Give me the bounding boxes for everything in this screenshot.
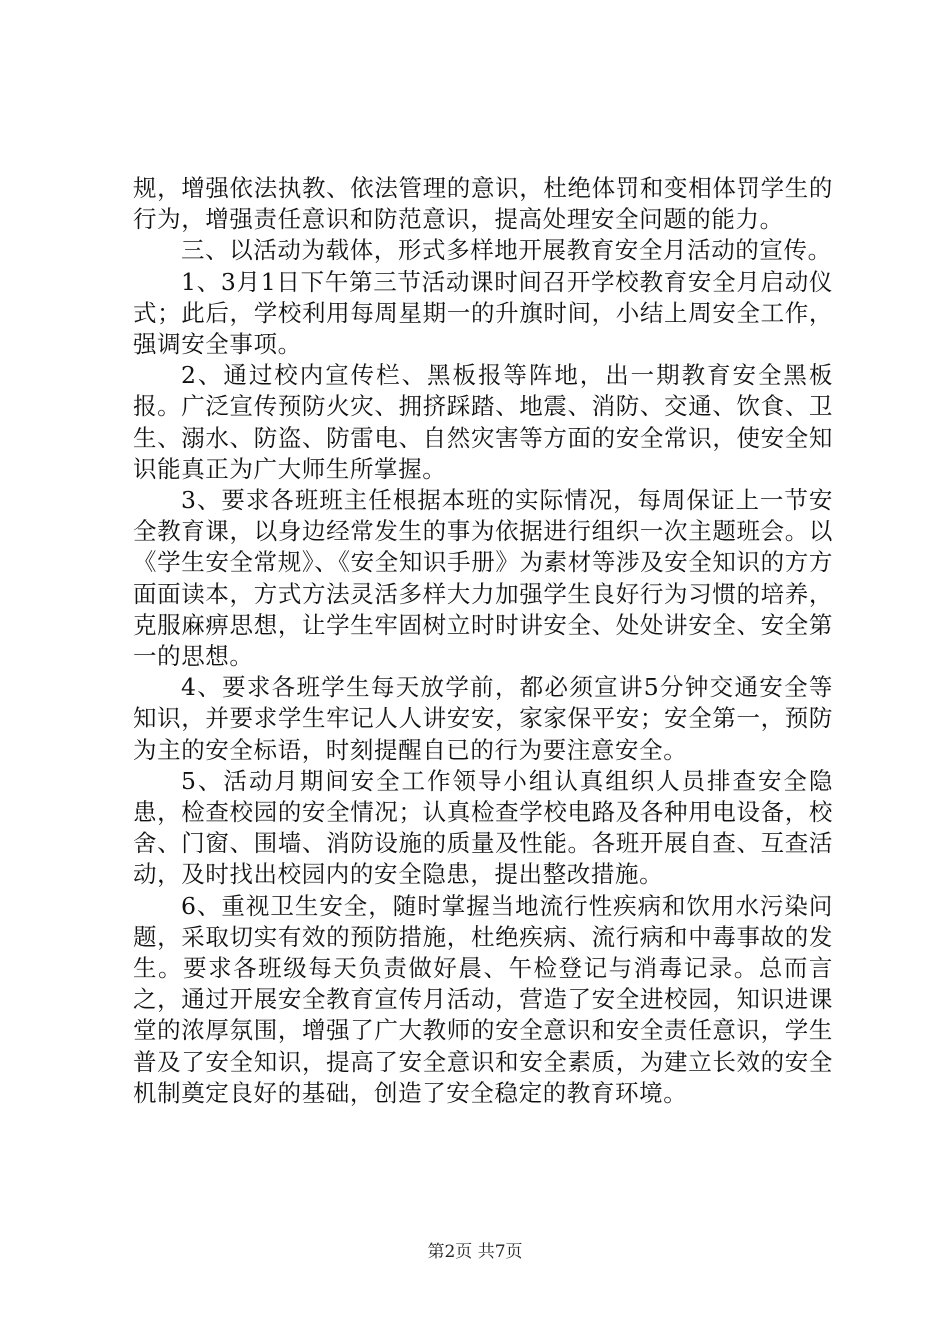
page-number-footer: 第2页 共7页 [427, 1242, 523, 1262]
document-body [133, 173, 833, 1109]
paragraph-item-5: 5、活动月期间安全工作领导小组认真组织人员排查安全隐患，检查校园的安全情况；认真检查学校电路及各种用电设备，校舍、门窗、围墙、消防设施的质量及性能。各班开展自查、互查活动，及时找出校园内的安全隐患，提出整改措施。 [133, 766, 833, 889]
paragraph-item-1: 1、3月1日下午第三节活动课时间召开学校教育安全月启动仪式；此后，学校利用每周星期一的升旗时间，小结上周安全工作，强调安全事项。 [133, 267, 833, 359]
paragraph-item-4: 4、要求各班学生每天放学前，都必须宣讲5分钟交通安全等知识，并要求学生牢记人人讲安安，家家保平安；安全第一，预防为主的安全标语，时刻提醒自已的行为要注意安全。 [133, 673, 833, 764]
paragraph-item-3: 3、要求各班班主任根据本班的实际情况，每周保证上一节安全教育课，以身边经常发生的事为依据进行组织一次主题班会。以《学生安全常规》、《安全知识手册》为素材等涉及安全知识的方方面面读本，方式方法灵活多样大力加强学生良好行为习惯的培养，克服麻痹思想，让学生牢固树立时时讲安全、处处讲安全、安全第一的思想。 [133, 486, 833, 671]
paragraph-item-6: 6、重视卫生安全，随时掌握当地流行性疾病和饮用水污染问题，采取切实有效的预防措施，杜绝疾病、流行病和中毒事故的发生。要求各班级每天负责做好晨、午检登记与消毒记录。总而言之，通过开展安全教育宣传月活动，营造了安全进校园，知识进课堂的浓厚氛围，增强了广大教师的安全意识和安全责任意识，学生普及了安全知识，提高了安全意识和安全素质，为建立长效的安全机制奠定良好的基础，创造了安全稳定的教育环境。 [133, 891, 833, 1107]
paragraph-item-2: 2、通过校内宣传栏、黑板报等阵地，出一期教育安全黑板报。广泛宣传预防火灾、拥挤踩踏、地震、消防、交通、饮食、卫生、溺水、防盗、防雷电、自然灾害等方面的安全常识，使安全知识能真正为广大师生所掌握。 [133, 361, 833, 483]
paragraph-continuation: 规，增强依法执教、依法管理的意识，杜绝体罚和变相体罚学生的行为，增强责任意识和防范意识，提高处理安全问题的能力。 [133, 174, 833, 234]
section-heading-three: 三、以活动为载体，形式多样地开展教育安全月活动的宣传。 [181, 236, 832, 265]
